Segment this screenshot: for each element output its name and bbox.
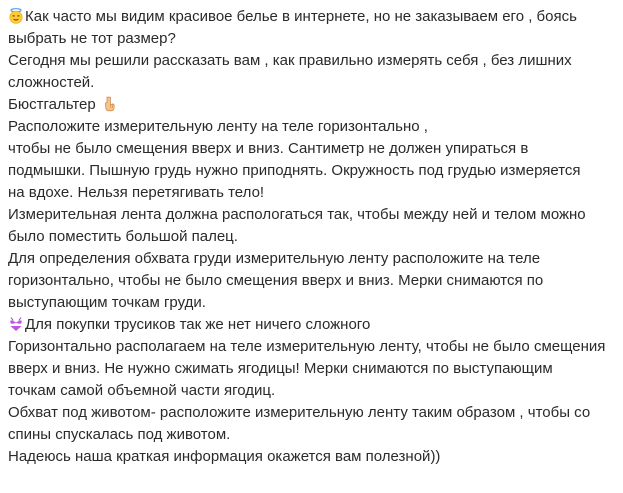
post-line-9-text: на вдохе. Нельзя перетягивать тело! [8,184,265,201]
post-line-4-text: сложностей. [8,74,95,91]
face-with-halo-emoji-icon [8,8,24,24]
post-line-7-text: чтобы не было смещения вверх и вниз. Сантиметр не должен упираться в [8,140,529,157]
post-line-15 [8,314,615,336]
post-line-1-text: Как часто мы видим красивое белье в интернете, но не заказываем его , боясь [25,8,577,25]
post-line-11 [8,226,615,248]
post-line-12-text: Для определения обхвата груди измерительную ленту расположите на теле [8,250,541,267]
post-line-5-text: Бюстгальтер [8,96,96,113]
post-line-2-text: выбрать не тот размер? [8,30,176,47]
post-line-14-text: выступающим точкам груди. [8,294,206,311]
post-line-16 [8,336,615,358]
post-line-13 [8,270,615,292]
post-line-16-text: Горизонтально располагаем на теле измерительную ленту, чтобы не было смещения [8,338,606,355]
post-line-8 [8,160,615,182]
post-line-14 [8,292,615,314]
post-line-12 [8,248,615,270]
post-line-11-text: было поместить большой палец. [8,228,238,245]
post-line-3-text: Сегодня мы решили рассказать вам , как правильно измерять себя , без лишних [8,52,572,69]
post-line-1 [8,6,615,28]
post-line-17 [8,358,615,380]
post-line-9 [8,182,615,204]
post-line-18 [8,380,615,402]
post-line-2 [8,28,615,50]
post-line-20-text: спины спускалась под животом. [8,426,231,443]
post-line-19-text: Обхват под животом- расположите измерительную ленту таким образом , чтобы со [8,404,591,421]
bikini-emoji-icon [8,316,24,332]
post-line-10-text: Измерительная лента должна распологаться так, чтобы между ней и телом можно [8,206,586,223]
post-line-3 [8,50,615,72]
post-line-6 [8,116,615,138]
post-line-21-text: Надеюсь наша краткая информация окажется вам полезной)) [8,448,441,465]
post-line-15-text: Для покупки трусиков так же нет ничего сложного [25,316,371,333]
post-line-19 [8,402,615,424]
post-line-4 [8,72,615,94]
pointing-down-emoji-icon [101,96,117,112]
post-line-7 [8,138,615,160]
post-line-17-text: вверх и вниз. Не нужно сжимать ягодицы! Мерки снимаются по выступающим [8,360,553,377]
post-line-8-text: подмышки. Пышную грудь нужно приподнять. Окружность под грудью измеряется [8,162,581,179]
post-line-5 [8,94,615,116]
post-line-21 [8,446,615,468]
post-line-20 [8,424,615,446]
post-line-10 [8,204,615,226]
post-line-18-text: точкам самой объемной части ягодиц. [8,382,276,399]
post-line-13-text: горизонтально, чтобы не было смещения вверх и вниз. Мерки снимаются по [8,272,544,289]
post-line-6-text: Расположите измерительную ленту на теле горизонтально , [8,118,428,135]
